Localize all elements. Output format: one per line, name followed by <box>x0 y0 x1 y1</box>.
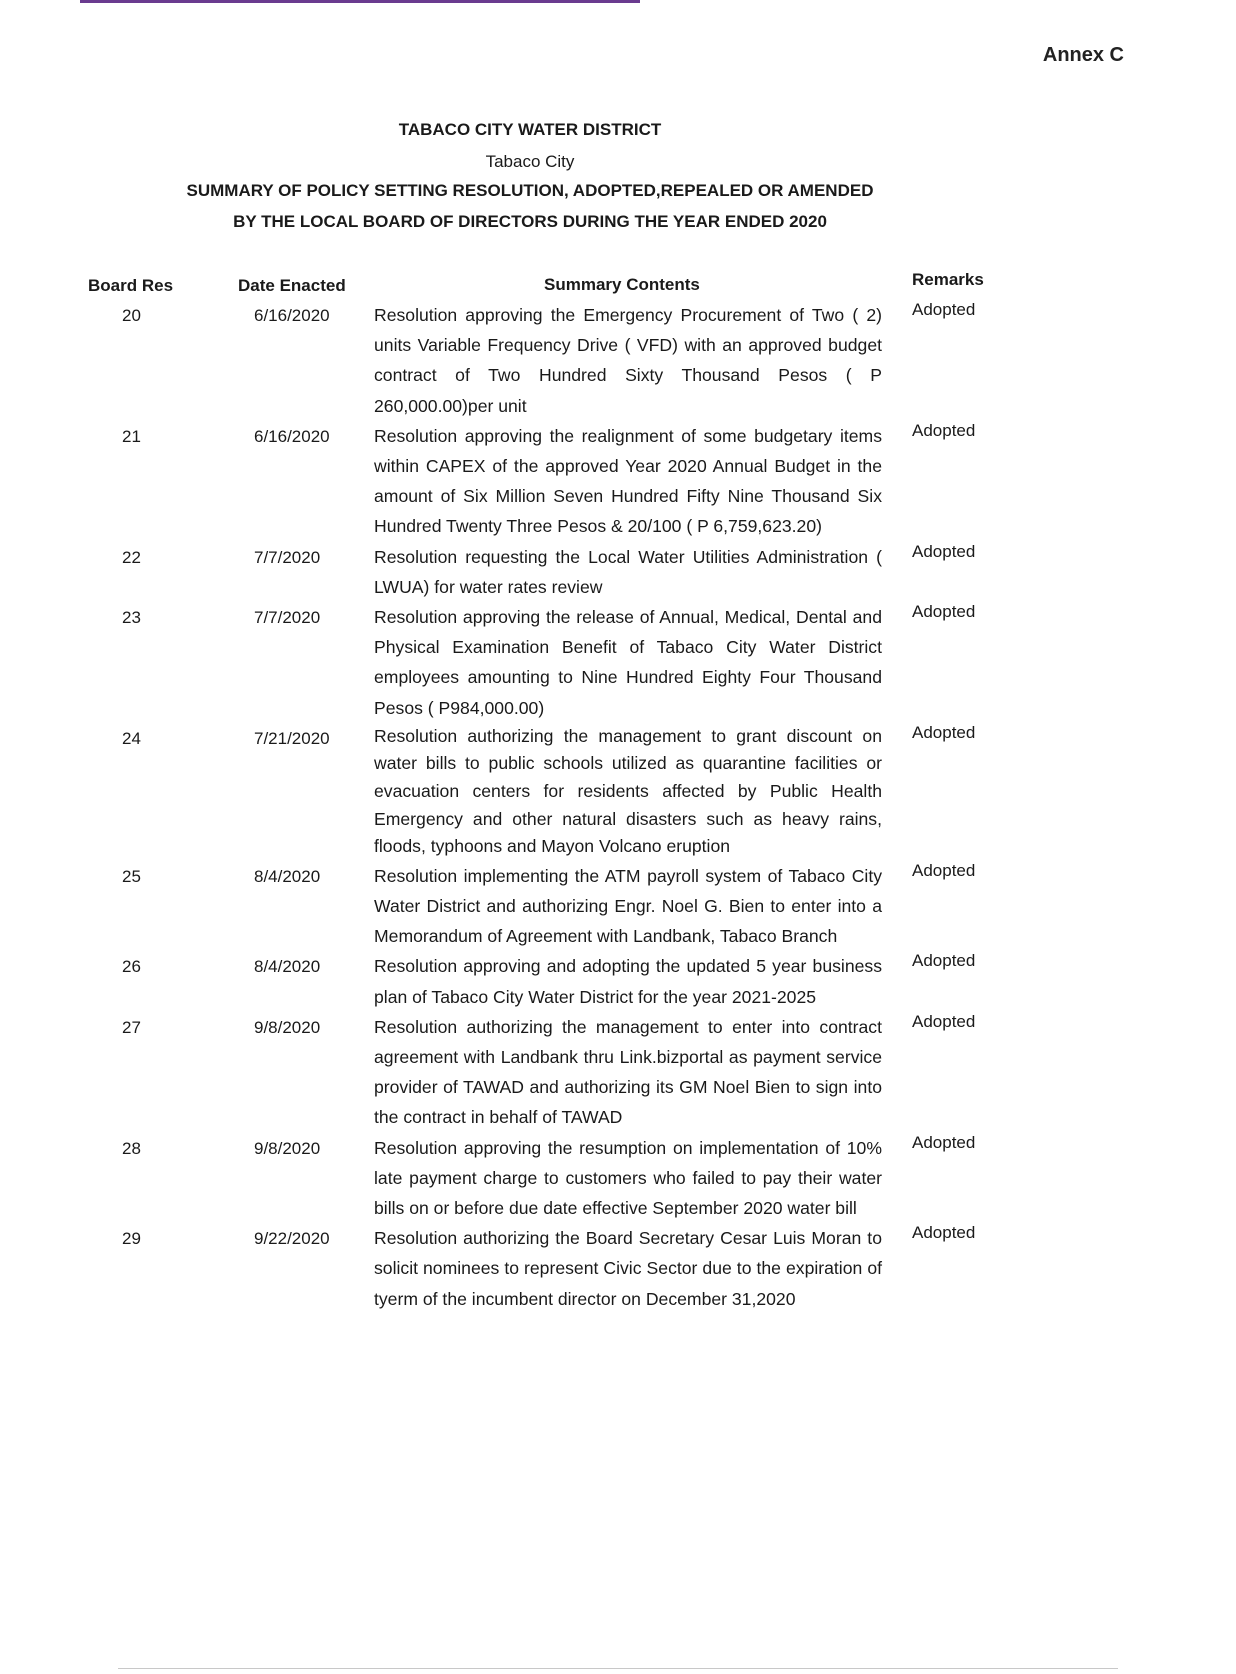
remarks: Adopted <box>912 602 976 622</box>
date-enacted: 7/21/2020 <box>254 728 330 748</box>
column-header-date-enacted: Date Enacted <box>238 276 346 295</box>
date-enacted: 9/8/2020 <box>254 1017 321 1037</box>
table-row <box>0 300 1236 421</box>
remarks: Adopted <box>912 951 976 971</box>
summary-contents: Resolution authorizing the management to enter into contract agreement with Landbank thru Link.bizportal as payment service provider of TAWAD and authorizing its GM Noel Bien to sign into the contract in behalf of TAWAD <box>374 1016 882 1128</box>
board-res-number: 29 <box>122 1229 141 1249</box>
column-header-summary-contents: Summary Contents <box>544 275 700 294</box>
table-row <box>0 542 1236 602</box>
table-row <box>0 602 1236 723</box>
table-row <box>0 951 1236 1011</box>
summary-contents: Resolution approving the release of Annual, Medical, Dental and Physical Examination Benefit of Tabaco City Water District employees amounting to Nine Hundred Eighty Four Thousand Pesos ( P984,000.00) <box>374 607 882 718</box>
summary-contents: Resolution authorizing the management to grant discount on water bills to public schools utilized as quarantine facilities or evacuation centers for residents affected by Public Health Emergency and other natural disasters such as heavy rains, floods, typhoons and Mayon Volcano eruption <box>374 725 882 857</box>
board-res-number: 28 <box>122 1138 141 1158</box>
remarks: Adopted <box>912 1011 976 1031</box>
bottom-scan-edge <box>118 1668 1118 1669</box>
table-row <box>0 861 1236 952</box>
organization-name: TABACO CITY WATER DISTRICT <box>398 120 662 139</box>
resolutions-table-body <box>0 300 1236 1314</box>
remarks: Adopted <box>912 420 976 440</box>
top-decorative-rule <box>80 0 640 3</box>
table-row <box>0 723 1236 861</box>
table-row <box>0 1012 1236 1133</box>
board-res-number: 23 <box>122 608 141 628</box>
board-res-number: 27 <box>122 1017 141 1037</box>
column-header-board-res: Board Res <box>88 276 174 295</box>
summary-contents: Resolution approving the resumption on implementation of 10% late payment charge to customers who failed to pay their water bills on or before due date effective September 2020 water bill <box>374 1137 882 1219</box>
table-header <box>0 270 1236 300</box>
remarks: Adopted <box>912 722 976 742</box>
board-res-number: 24 <box>122 728 141 748</box>
date-enacted: 9/22/2020 <box>254 1229 330 1249</box>
board-res-number: 26 <box>122 957 141 977</box>
table-row <box>0 421 1236 542</box>
date-enacted: 9/8/2020 <box>254 1138 321 1158</box>
summary-contents: Resolution approving and adopting the updated 5 year business plan of Tabaco City Water District for the year 2021-2025 <box>374 956 882 1007</box>
date-enacted: 7/7/2020 <box>254 608 321 628</box>
document-title-line-2: BY THE LOCAL BOARD OF DIRECTORS DURING THE YEAR ENDED 2020 <box>233 212 827 231</box>
remarks: Adopted <box>912 1223 976 1243</box>
summary-contents: Resolution requesting the Local Water Utilities Administration ( LWUA) for water rates review <box>374 546 882 597</box>
remarks: Adopted <box>912 541 976 561</box>
remarks: Adopted <box>912 1132 976 1152</box>
remarks: Adopted <box>912 860 976 880</box>
document-title-line-1: SUMMARY OF POLICY SETTING RESOLUTION, ADOPTED,REPEALED OR AMENDED <box>186 181 874 200</box>
date-enacted: 6/16/2020 <box>254 426 330 446</box>
annex-label: Annex C <box>1042 44 1124 66</box>
summary-contents: Resolution approving the Emergency Procurement of Two ( 2) units Variable Frequency Drive ( VFD) with an approved budget contract of Two Hundred Sixty Thousand Pesos ( P 260,000.00)per unit <box>374 305 882 416</box>
summary-contents: Resolution authorizing the Board Secretary Cesar Luis Moran to solicit nominees to represent Civic Sector due to the expiration of tyerm of the incumbent director on December 31,2020 <box>374 1228 882 1309</box>
table-row <box>0 1223 1236 1314</box>
date-enacted: 7/7/2020 <box>254 547 321 567</box>
board-res-number: 25 <box>122 866 141 886</box>
board-res-number: 22 <box>122 547 141 567</box>
table-row <box>0 1133 1236 1224</box>
date-enacted: 6/16/2020 <box>254 306 330 325</box>
summary-contents: Resolution approving the realignment of some budgetary items within CAPEX of the approved Year 2020 Annual Budget in the amount of Six Million Seven Hundred Fifty Nine Thousand Six Hundred Twenty Three Pesos & 20/100 ( P 6,759,623.20) <box>374 425 882 537</box>
date-enacted: 8/4/2020 <box>254 866 321 886</box>
date-enacted: 8/4/2020 <box>254 957 321 977</box>
summary-contents: Resolution implementing the ATM payroll system of Tabaco City Water District and authorizing Engr. Noel G. Bien to enter into a Memorandum of Agreement with Landbank, Tabaco Branch <box>374 865 882 947</box>
column-header-remarks: Remarks <box>912 270 984 289</box>
city-name: Tabaco City <box>485 152 575 171</box>
board-res-number: 20 <box>122 306 141 325</box>
board-res-number: 21 <box>122 426 141 446</box>
remarks: Adopted <box>912 300 976 319</box>
